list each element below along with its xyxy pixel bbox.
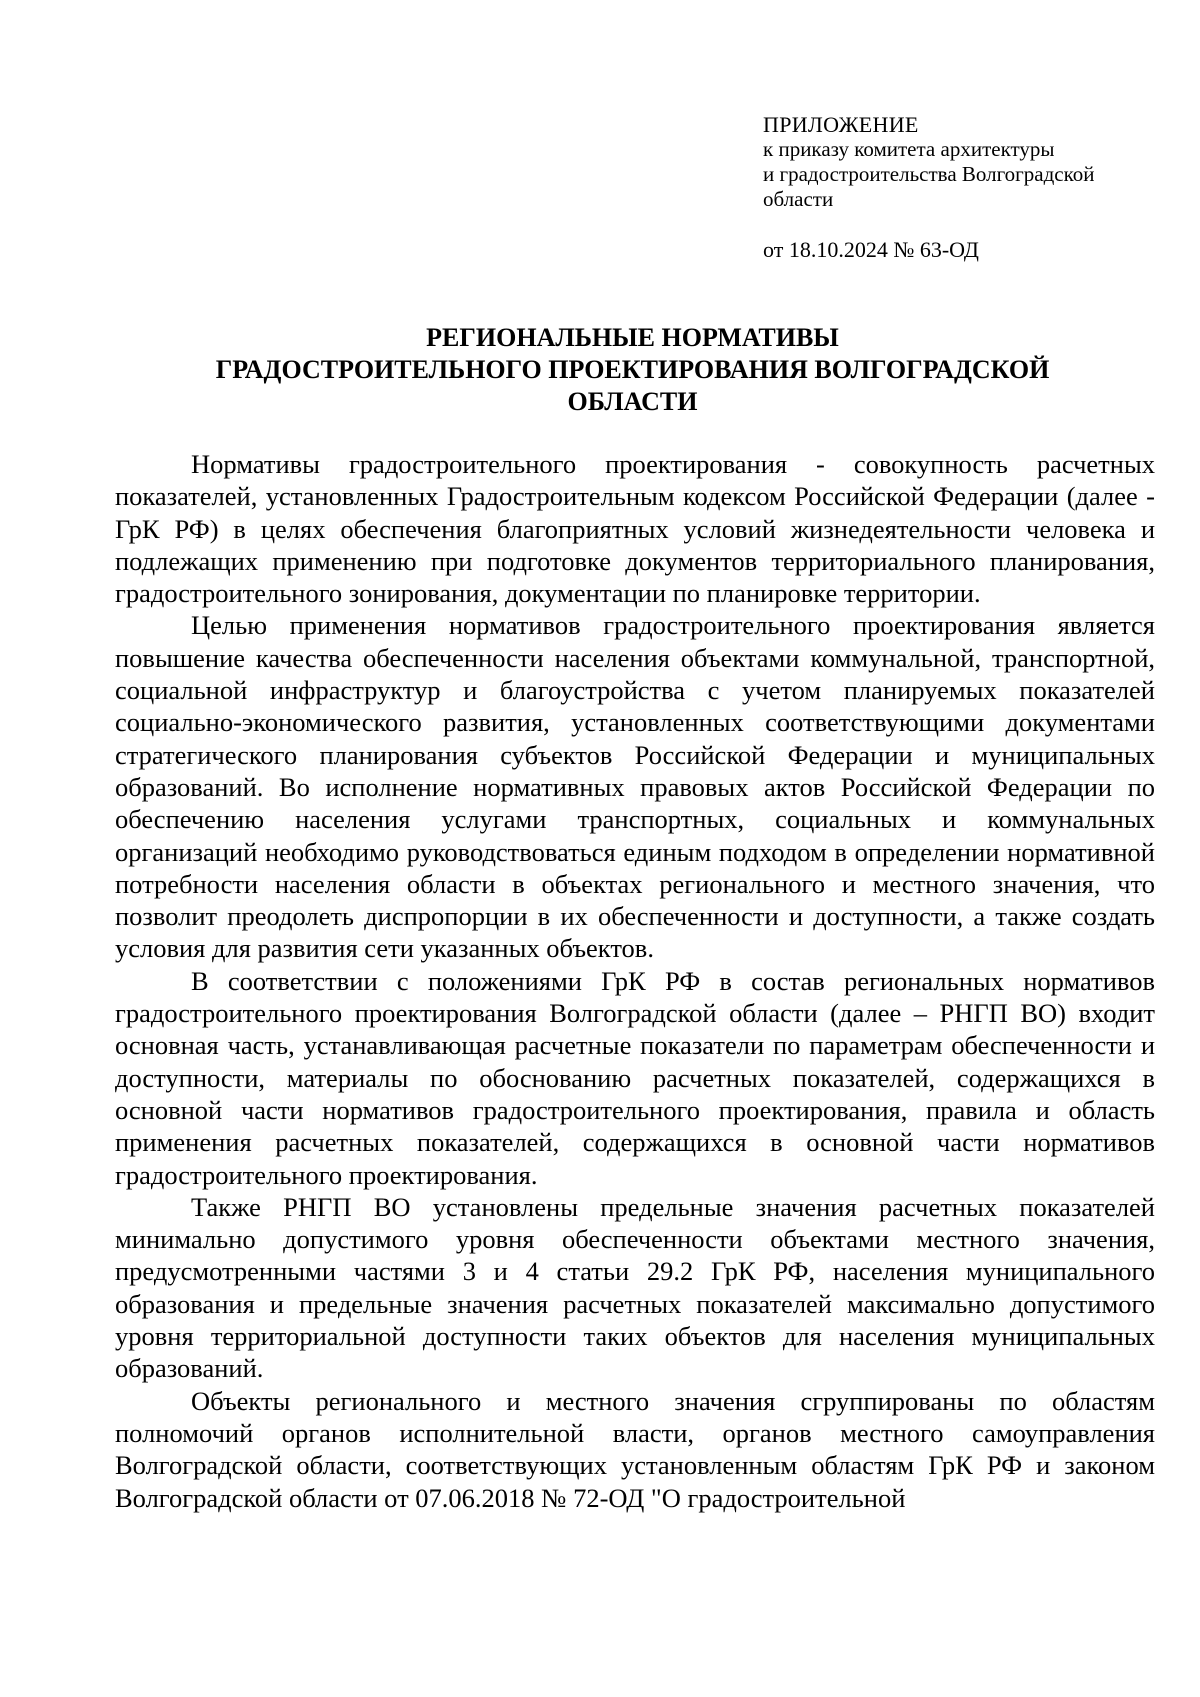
paragraph: Целью применения нормативов градостроительного проектирования является повышение качества обеспеченности населения объектами коммунальной, транспортной, социальной инфраструктур и благоустройства с учетом планируемых показателей социально-экономического развития, установленных соответствующими документами стратегического планирования субъектов Российской Федерации и муниципальных образований. Во исполнение нормативных правовых актов Российской Федерации по обеспечению населения услугами транспортных, социальных и коммунальных организаций необходимо руководствоваться единым подходом в определении нормативной потребности населения области в объектах регионального и местного значения, что позволит преодолеть диспропорции в их обеспеченности и доступности, а также создать условия для развития сети указанных объектов. <box>115 610 1155 964</box>
appendix-line-2: и градостроительства Волгоградской <box>763 162 1095 186</box>
appendix-date-number: от 18.10.2024 № 63-ОД <box>763 237 979 262</box>
paragraph: Нормативы градостроительного проектирования - совокупность расчетных показателей, установленных Градостроительным кодексом Российской Федерации (далее - ГрК РФ) в целях обеспечения благоприятных условий жизнедеятельности человека и подлежащих применению при подготовке документов территориального планирования, градостроительного зонирования, документации по планировке территории. <box>115 449 1155 609</box>
appendix-block <box>763 112 1173 262</box>
paragraph: В соответствии с положениями ГрК РФ в состав региональных нормативов градостроительного проектирования Волгоградской области (далее – РНГП ВО) входит основная часть, устанавливающая расчетные показатели по параметрам обеспеченности и доступности, материалы по обоснованию расчетных показателей, содержащихся в основной части нормативов градостроительного проектирования, правила и область применения расчетных показателей, содержащихся в основной части нормативов градостроительного проектирования. <box>115 965 1155 1190</box>
title-line-3: ОБЛАСТИ <box>567 387 698 416</box>
document-body <box>115 448 1155 1514</box>
title-line-2: ГРАДОСТРОИТЕЛЬНОГО ПРОЕКТИРОВАНИЯ ВОЛГОГРАДСКОЙ <box>215 355 1050 384</box>
paragraph: Также РНГП ВО установлены предельные значения расчетных показателей минимально допустимого уровня обеспеченности объектами местного значения, предусмотренными частями 3 и 4 статьи 29.2 ГрК РФ, населения муниципального образования и предельные значения расчетных показателей максимально допустимого уровня территориальной доступности таких объектов для населения муниципальных образований. <box>115 1191 1155 1384</box>
document-title <box>110 322 1155 418</box>
appendix-line-3: области <box>763 187 834 211</box>
paragraph: Объекты регионального и местного значения сгруппированы по областям полномочий органов исполнительной власти, органов местного самоуправления Волгоградской области, соответствующих установленным областям ГрК РФ и законом Волгоградской области от 07.06.2018 № 72-ОД "О градостроительной <box>115 1385 1155 1513</box>
appendix-heading: ПРИЛОЖЕНИЕ <box>763 112 919 137</box>
title-line-1: РЕГИОНАЛЬНЫЕ НОРМАТИВЫ <box>426 323 839 352</box>
appendix-line-1: к приказу комитета архитектуры <box>763 137 1055 161</box>
